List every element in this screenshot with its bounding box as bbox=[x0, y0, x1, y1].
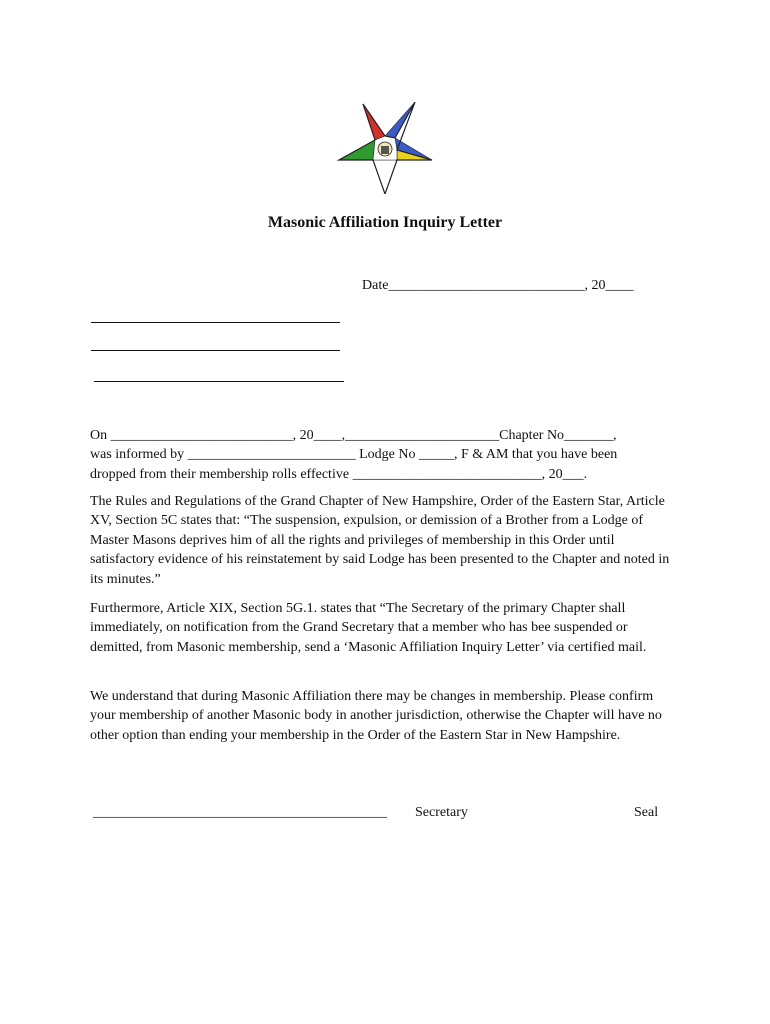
address-line-1[interactable] bbox=[91, 322, 340, 323]
rules-paragraph: The Rules and Regulations of the Grand Chapter of New Hampshire, Order of the Eastern Star, Article XV, Section 5C states that: “The suspension, expulsion, or demission of a Brother from a Lodge of Master Masons deprives him of all the rights and privileges of membership in this Order until satisfactory evidence of his reinstatement by said Lodge has been presented to the Chapter and noted in its minutes.” bbox=[90, 494, 670, 587]
address-line-2[interactable] bbox=[91, 350, 340, 351]
date-year-suffix: , 20____ bbox=[584, 278, 634, 293]
intro-line-3: dropped from their membership rolls effective ___________________________, 20___. bbox=[90, 466, 588, 482]
date-line bbox=[362, 278, 633, 294]
secretary-signature-line[interactable]: __________________________________________ bbox=[93, 805, 387, 820]
intro-line-1: On __________________________, 20____,______________________Chapter No_______, bbox=[90, 428, 617, 443]
document-title: Masonic Affiliation Inquiry Letter bbox=[267, 214, 503, 231]
altar-block bbox=[381, 146, 389, 154]
secretary-label: Secretary bbox=[415, 805, 468, 820]
date-blank[interactable]: __________________________ bbox=[110, 428, 293, 443]
chapter-name-blank[interactable]: ______________________ bbox=[345, 428, 500, 443]
date-field[interactable]: ____________________________ bbox=[388, 278, 585, 293]
seal-label: Seal bbox=[634, 805, 659, 820]
eastern-star-emblem bbox=[337, 102, 433, 194]
understand-paragraph: We understand that during Masonic Affiliation there may be changes in membership. Please confirm your membership of another Masonic body in another jurisdiction, otherwise the Chapter will have no other option than ending your membership in the Order of the Eastern Star in New Hampshire. bbox=[90, 689, 662, 743]
intro-line-2: was informed by ________________________ Lodge No _____, F & AM that you have been bbox=[90, 447, 618, 463]
furthermore-paragraph: Furthermore, Article XIX, Section 5G.1. states that “The Secretary of the primary Chapter shall immediately, on notification from the Grand Secretary that a member who has bee suspended or demitted, from Masonic membership, send a ‘Masonic Affiliation Inquiry Letter’ via certified mail. bbox=[90, 601, 647, 655]
intro-paragraph bbox=[90, 426, 690, 484]
effective-date-blank[interactable]: ___________________________ bbox=[352, 466, 542, 482]
lodge-name-blank[interactable]: ________________________ bbox=[187, 447, 356, 463]
star-point-bottom bbox=[373, 160, 397, 194]
address-line-3[interactable] bbox=[94, 381, 344, 382]
date-label: Date bbox=[362, 278, 389, 293]
star-point-top bbox=[385, 102, 415, 138]
